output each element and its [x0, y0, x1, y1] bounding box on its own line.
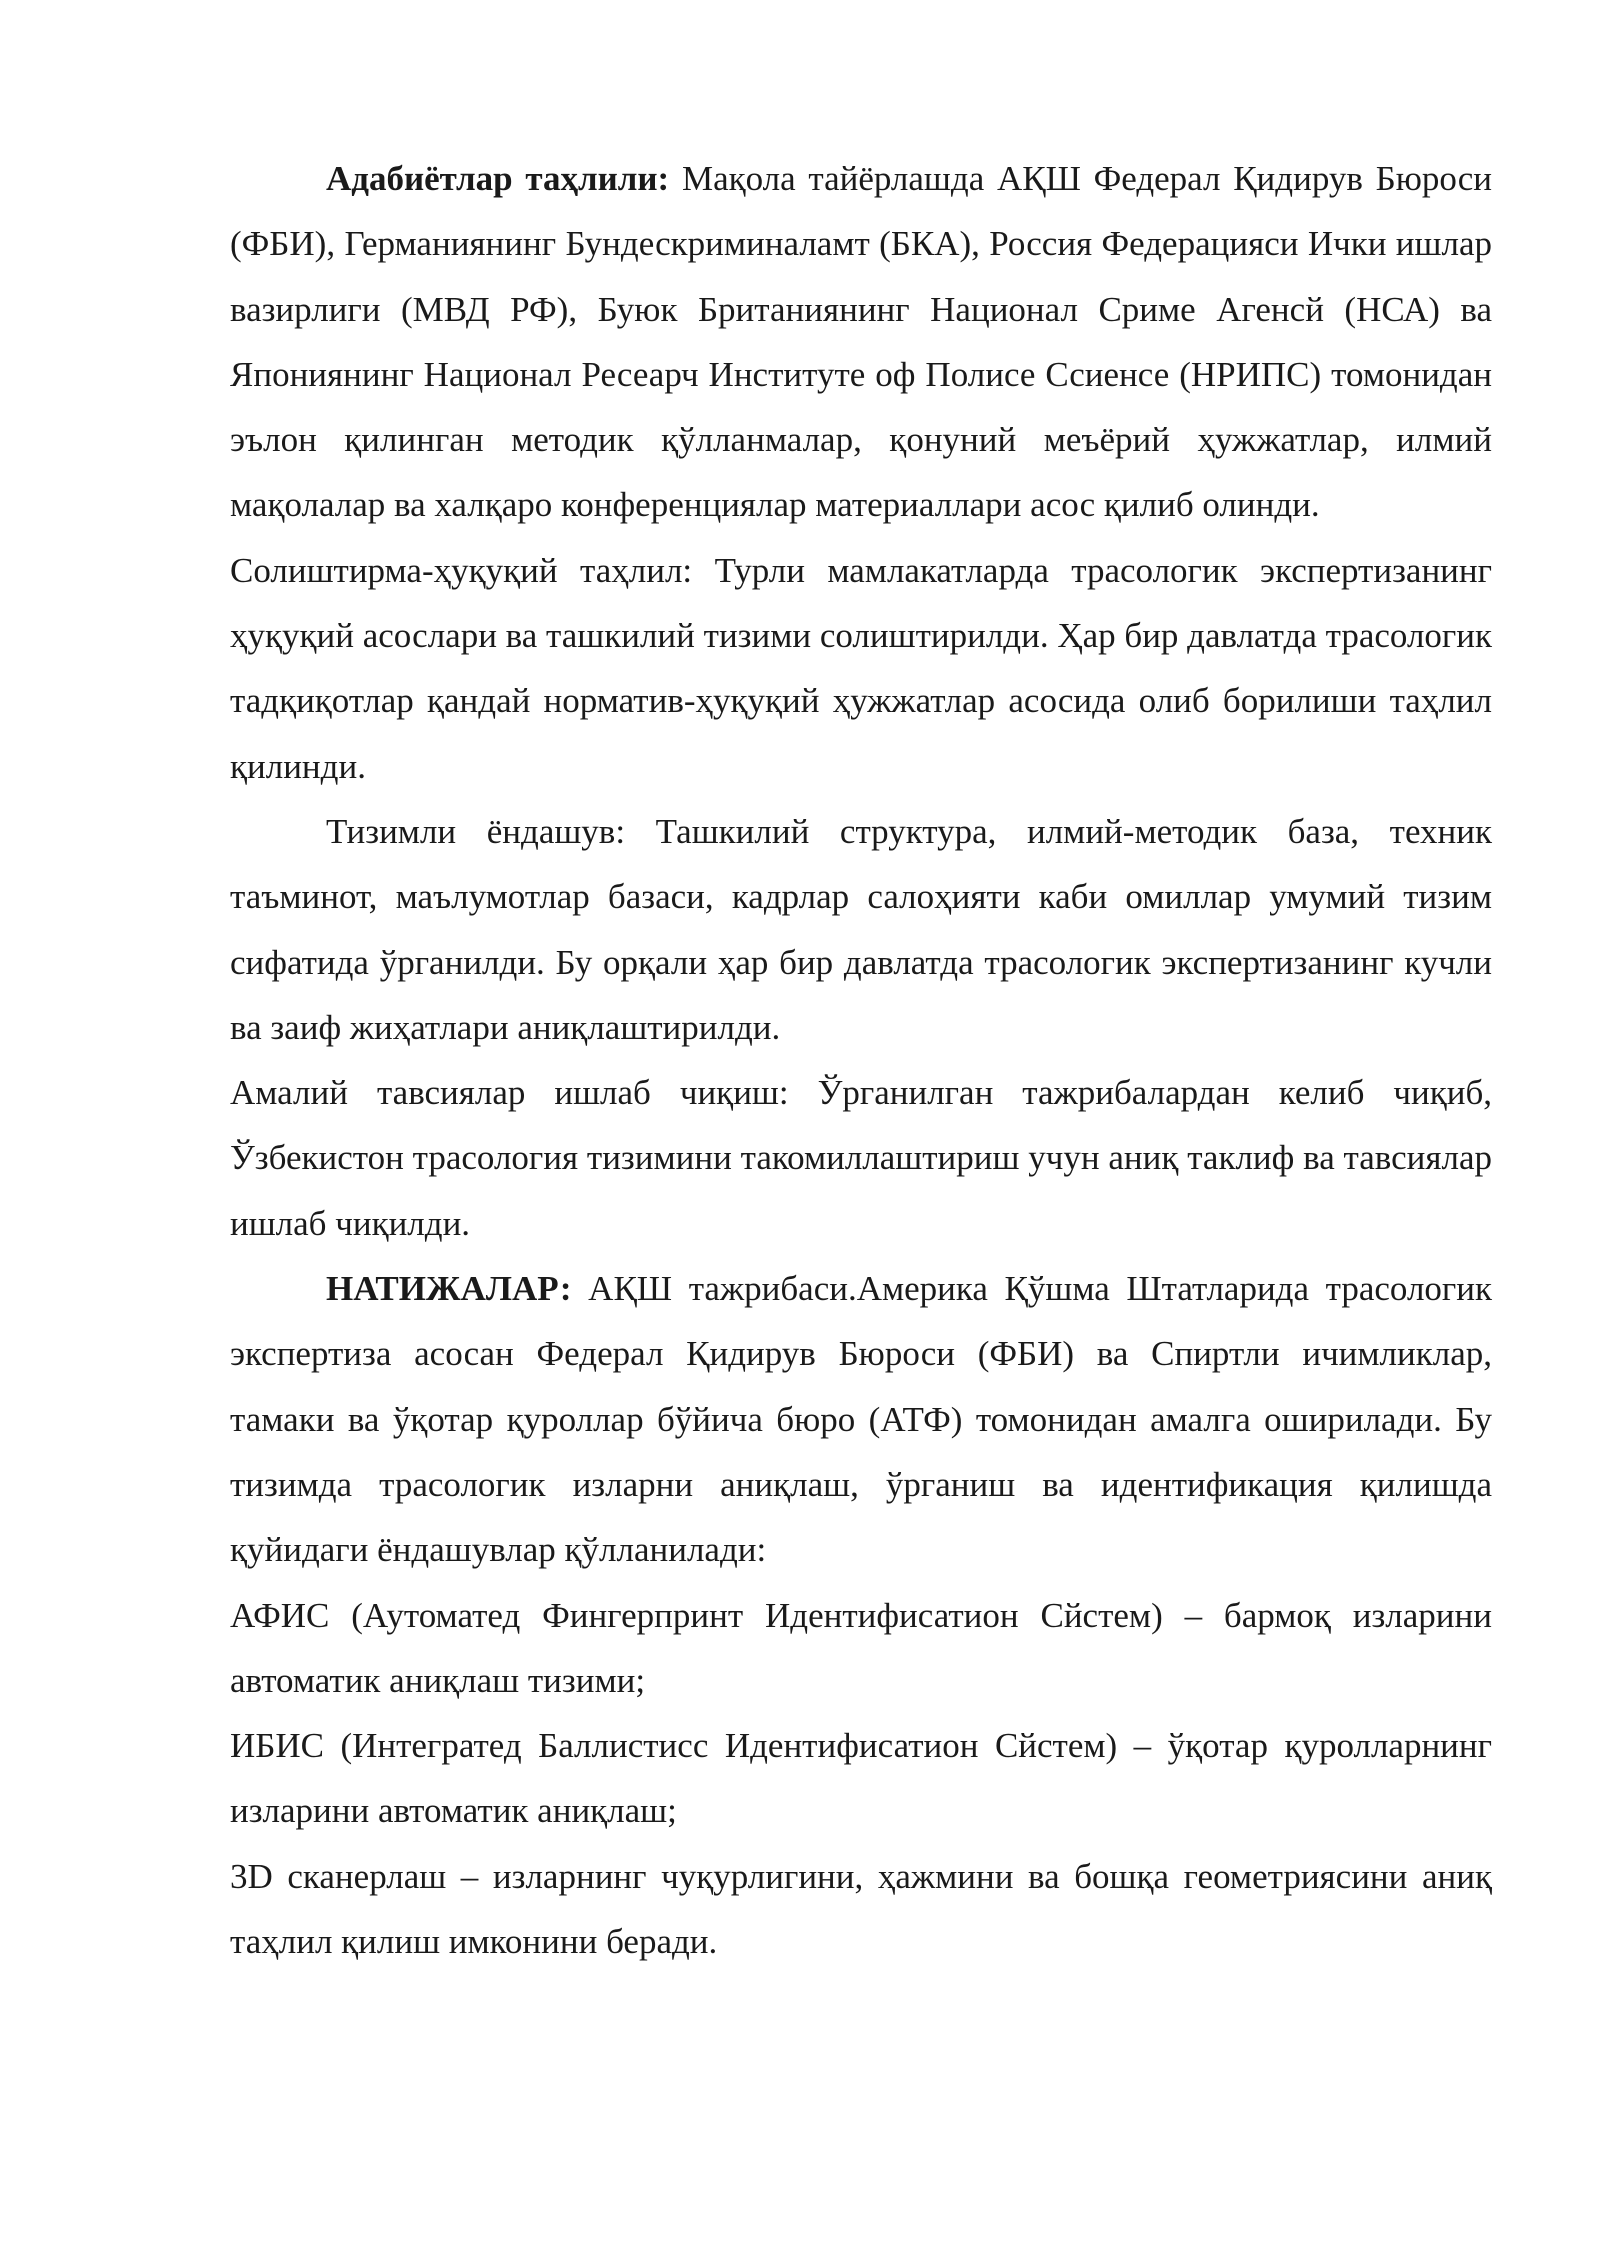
paragraph-lead: Адабиётлар таҳлили:: [326, 159, 670, 198]
paragraph-text: Мақола тайёрлашда АҚШ Федерал Қидирув Бюроси (ФБИ), Германиянинг Бундескриминаламт (БКА), Россия Федерацияси Ички ишлар вазирлиги (МВД РФ), Буюк Британиянинг Национал Сриме Агенсй (НСА) ва Япониянинг Национал Ресеарч Институте оф Полисе Ссиенсе (НРИПС) томонидан эълон қилинган методик қўлланмалар, қонуний меъёрий ҳужжатлар, илмий мақолалар ва халқаро конференциялар материаллари асос қилиб олинди.: [230, 159, 1493, 525]
paragraph-systemic-approach: Тизимли ёндашув: Ташкилий структура, илмий-методик база, техник таъминот, маълумотлар базаси, кадрлар салоҳияти каби омиллар умумий тизим сифатида ўрганилди. Бу орқали ҳар бир давлатда трасологик экспертизанинг кучли ва заиф жиҳатлари аниқлаштирилди.: [230, 811, 1492, 1047]
paragraph-results: [230, 1256, 1492, 1582]
paragraph-ibis: ИБИС (Интегратед Баллистисс Идентифисатион Сйстем) – ўқотар қуролларнинг изларини автоматик аниқлаш;: [230, 1726, 1492, 1831]
paragraph-afis: АФИС (Аутоматед Фингерпринт Идентифисатион Сйстем) – бармоқ изларини автоматик аниқлаш тизими;: [230, 1595, 1492, 1700]
paragraph-lead: НАТИЖАЛАР:: [326, 1269, 572, 1309]
paragraph-comparative-analysis: Солиштирма-ҳуқуқий таҳлил: Турли мамлакатларда трасологик экспертизанинг ҳуқуқий асослари ва ташкилий тизими солиштирилди. Ҳар бир давлатда трасологик тадқиқотлар қандай норматив-ҳуқуқий ҳужжатлар асосида олиб борилиши таҳлил қилинди.: [230, 550, 1492, 786]
paragraph-literature-review: [230, 146, 1492, 538]
document-page: [230, 146, 1492, 1974]
paragraph-practical-recommendations: Амалий тавсиялар ишлаб чиқиш: Ўрганилган тажрибалардан келиб чиқиб, Ўзбекистон трасология тизимини такомиллаштириш учун аниқ таклиф ва тавсиялар ишлаб чиқилди.: [230, 1073, 1492, 1243]
paragraph-text: АҚШ тажрибаси.Америка Қўшма Штатларида трасологик экспертиза асосан Федерал Қидирув Бюроси (ФБИ) ва Спиртли ичимликлар, тамаки ва ўқотар қуроллар бўйича бюро (АТФ) томонидан амалга оширилади. Бу тизимда трасологик изларни аниқлаш, ўрганиш ва идентификация қилишда қуйидаги ёндашувлар қўлланилади:: [230, 1269, 1492, 1570]
paragraph-3d-scanning: 3D сканерлаш – изларнинг чуқурлигини, ҳажмини ва бошқа геометриясини аниқ таҳлил қилиш имконини беради.: [230, 1856, 1492, 1962]
